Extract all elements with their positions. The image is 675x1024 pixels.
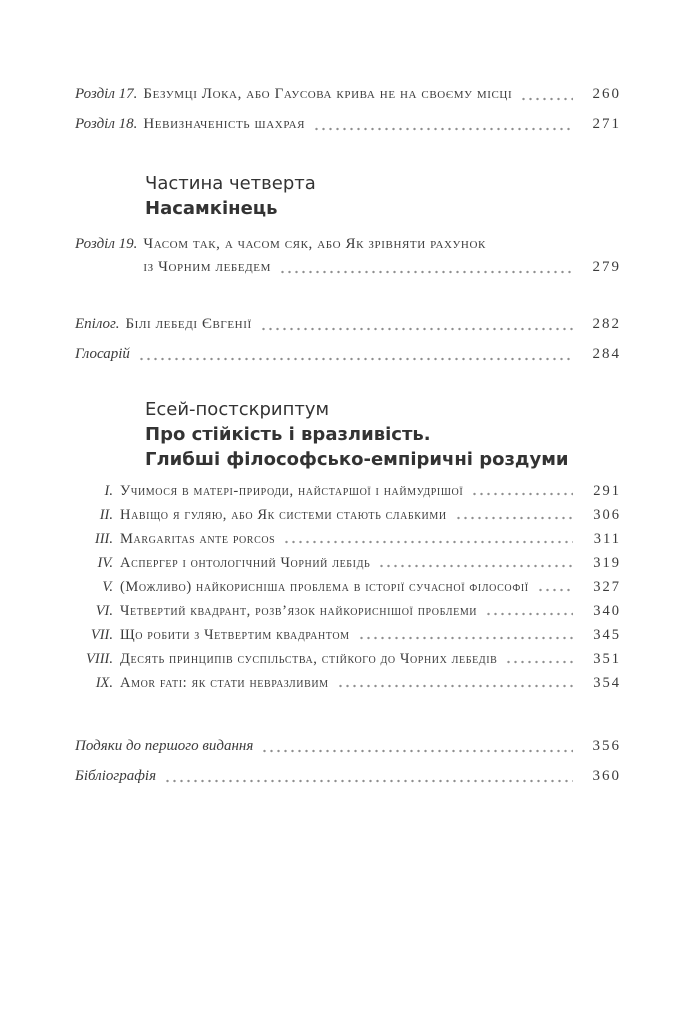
essay-title-line-2: Глибші філософсько-емпіричні роздуми	[145, 449, 569, 470]
page-number: 354	[593, 675, 621, 691]
page-number: 284	[592, 346, 621, 362]
essay-entry-title: Четвертий квадрант, розв’язок найкориснішої проблеми	[120, 603, 478, 619]
chapter-label: Розділ 19.	[75, 236, 138, 252]
epilogue-title: Білі лебеді Євгенії	[125, 316, 252, 332]
dot-leader	[457, 516, 573, 520]
chapter-19-line-2	[143, 257, 621, 278]
essay-entry-title: Аспергер і онтологічний Чорний лебідь	[120, 555, 371, 571]
page-number: 360	[592, 768, 621, 784]
essay-title-line-1: Про стійкість і вразливість.	[145, 424, 431, 445]
page-number: 356	[592, 738, 621, 754]
essay-entry-title: (Можливо) найкорисніша проблема в історії сучасної філософії	[120, 579, 529, 595]
part-four-header	[145, 171, 621, 221]
roman-numeral: II.	[99, 507, 113, 523]
essay-entry-9	[75, 675, 621, 692]
roman-numeral: V.	[102, 579, 113, 595]
roman-numeral: VI.	[95, 603, 113, 619]
roman-numeral: IX.	[95, 675, 113, 691]
page-number: 327	[593, 579, 621, 595]
essay-entry-title: Учимося в матері-природи, найстаршої і наймудрішої	[120, 483, 464, 499]
dot-leader	[507, 660, 573, 664]
essay-entry-8	[75, 651, 621, 668]
dot-leader	[166, 779, 573, 783]
chapter-title: Невизначеність шахрая	[143, 116, 306, 132]
page-number: 291	[593, 483, 621, 499]
chapter-label: Розділ 17.	[75, 86, 138, 102]
page-number: 282	[592, 316, 621, 332]
toc-entry-bibliography	[75, 766, 621, 787]
essay-section-list	[75, 483, 621, 692]
essay-entry-7	[75, 627, 621, 644]
page-number: 340	[593, 603, 621, 619]
page-number: 306	[593, 507, 621, 523]
dot-leader	[522, 97, 573, 101]
part-kicker: Частина четверта	[145, 173, 316, 194]
essay-entry-title: Margaritas ante porcos	[120, 531, 276, 547]
essay-entry-title: Що робити з Четвертим квадрантом	[120, 627, 350, 643]
roman-numeral: I.	[104, 483, 113, 499]
dot-leader	[140, 357, 573, 361]
dot-leader	[315, 127, 573, 131]
roman-numeral: VII.	[90, 627, 113, 643]
glossary-label: Глосарій	[75, 346, 130, 362]
essay-entry-6	[75, 603, 621, 620]
chapter-19-body	[137, 234, 621, 278]
page-number: 345	[593, 627, 621, 643]
essay-entry-4	[75, 555, 621, 572]
dot-leader	[487, 612, 573, 616]
chapter-title-line-2: із Чорним лебедем	[143, 259, 271, 275]
toc-entry-chapter-17	[75, 84, 621, 105]
dot-leader	[262, 327, 573, 331]
roman-numeral: IV.	[97, 555, 113, 571]
page-number: 271	[592, 116, 621, 132]
page-number: 319	[593, 555, 621, 571]
chapter-label: Розділ 18.	[75, 116, 138, 132]
dot-leader	[281, 270, 573, 274]
bibliography-label: Бібліографія	[75, 768, 157, 784]
essay-entry-3	[75, 531, 621, 548]
dot-leader	[285, 540, 573, 544]
page-number: 351	[593, 651, 621, 667]
toc-entry-epilogue	[75, 314, 621, 335]
chapter-title: Безумці Лока, або Гаусова крива не на своєму місці	[143, 86, 513, 102]
essay-entry-5	[75, 579, 621, 596]
part-title: Насамкінець	[145, 198, 278, 219]
essay-header	[145, 397, 621, 472]
dot-leader	[339, 684, 573, 688]
page-number: 260	[592, 86, 621, 102]
essay-entry-title: Навіщо я гуляю, або Як системи стають слабкими	[120, 507, 447, 523]
toc-entry-chapter-18	[75, 114, 621, 135]
page-number: 279	[592, 259, 621, 275]
dot-leader	[263, 749, 573, 753]
toc-entry-glossary	[75, 344, 621, 365]
roman-numeral: VIII.	[86, 651, 113, 667]
roman-numeral: III.	[94, 531, 113, 547]
dot-leader	[473, 492, 573, 496]
page-number: 311	[593, 531, 621, 547]
dot-leader	[360, 636, 573, 640]
essay-entry-1	[75, 483, 621, 500]
acknowledgements-label: Подяки до першого видання	[75, 738, 254, 754]
essay-kicker: Есей-постскриптум	[145, 399, 330, 420]
essay-entry-title: Десять принципів суспільства, стійкого до Чорних лебедів	[120, 651, 498, 667]
dot-leader	[380, 564, 573, 568]
epilogue-label: Епілог.	[75, 316, 120, 332]
dot-leader	[539, 588, 573, 592]
toc-entry-acknowledgements	[75, 736, 621, 757]
essay-entry-2	[75, 507, 621, 524]
toc-entry-chapter-19	[75, 234, 621, 278]
chapter-title-line-1: Часом так, а часом сяк, або Як зрівняти рахунок	[143, 236, 486, 252]
essay-entry-title: Amor fati: як стати невразливим	[120, 675, 329, 691]
